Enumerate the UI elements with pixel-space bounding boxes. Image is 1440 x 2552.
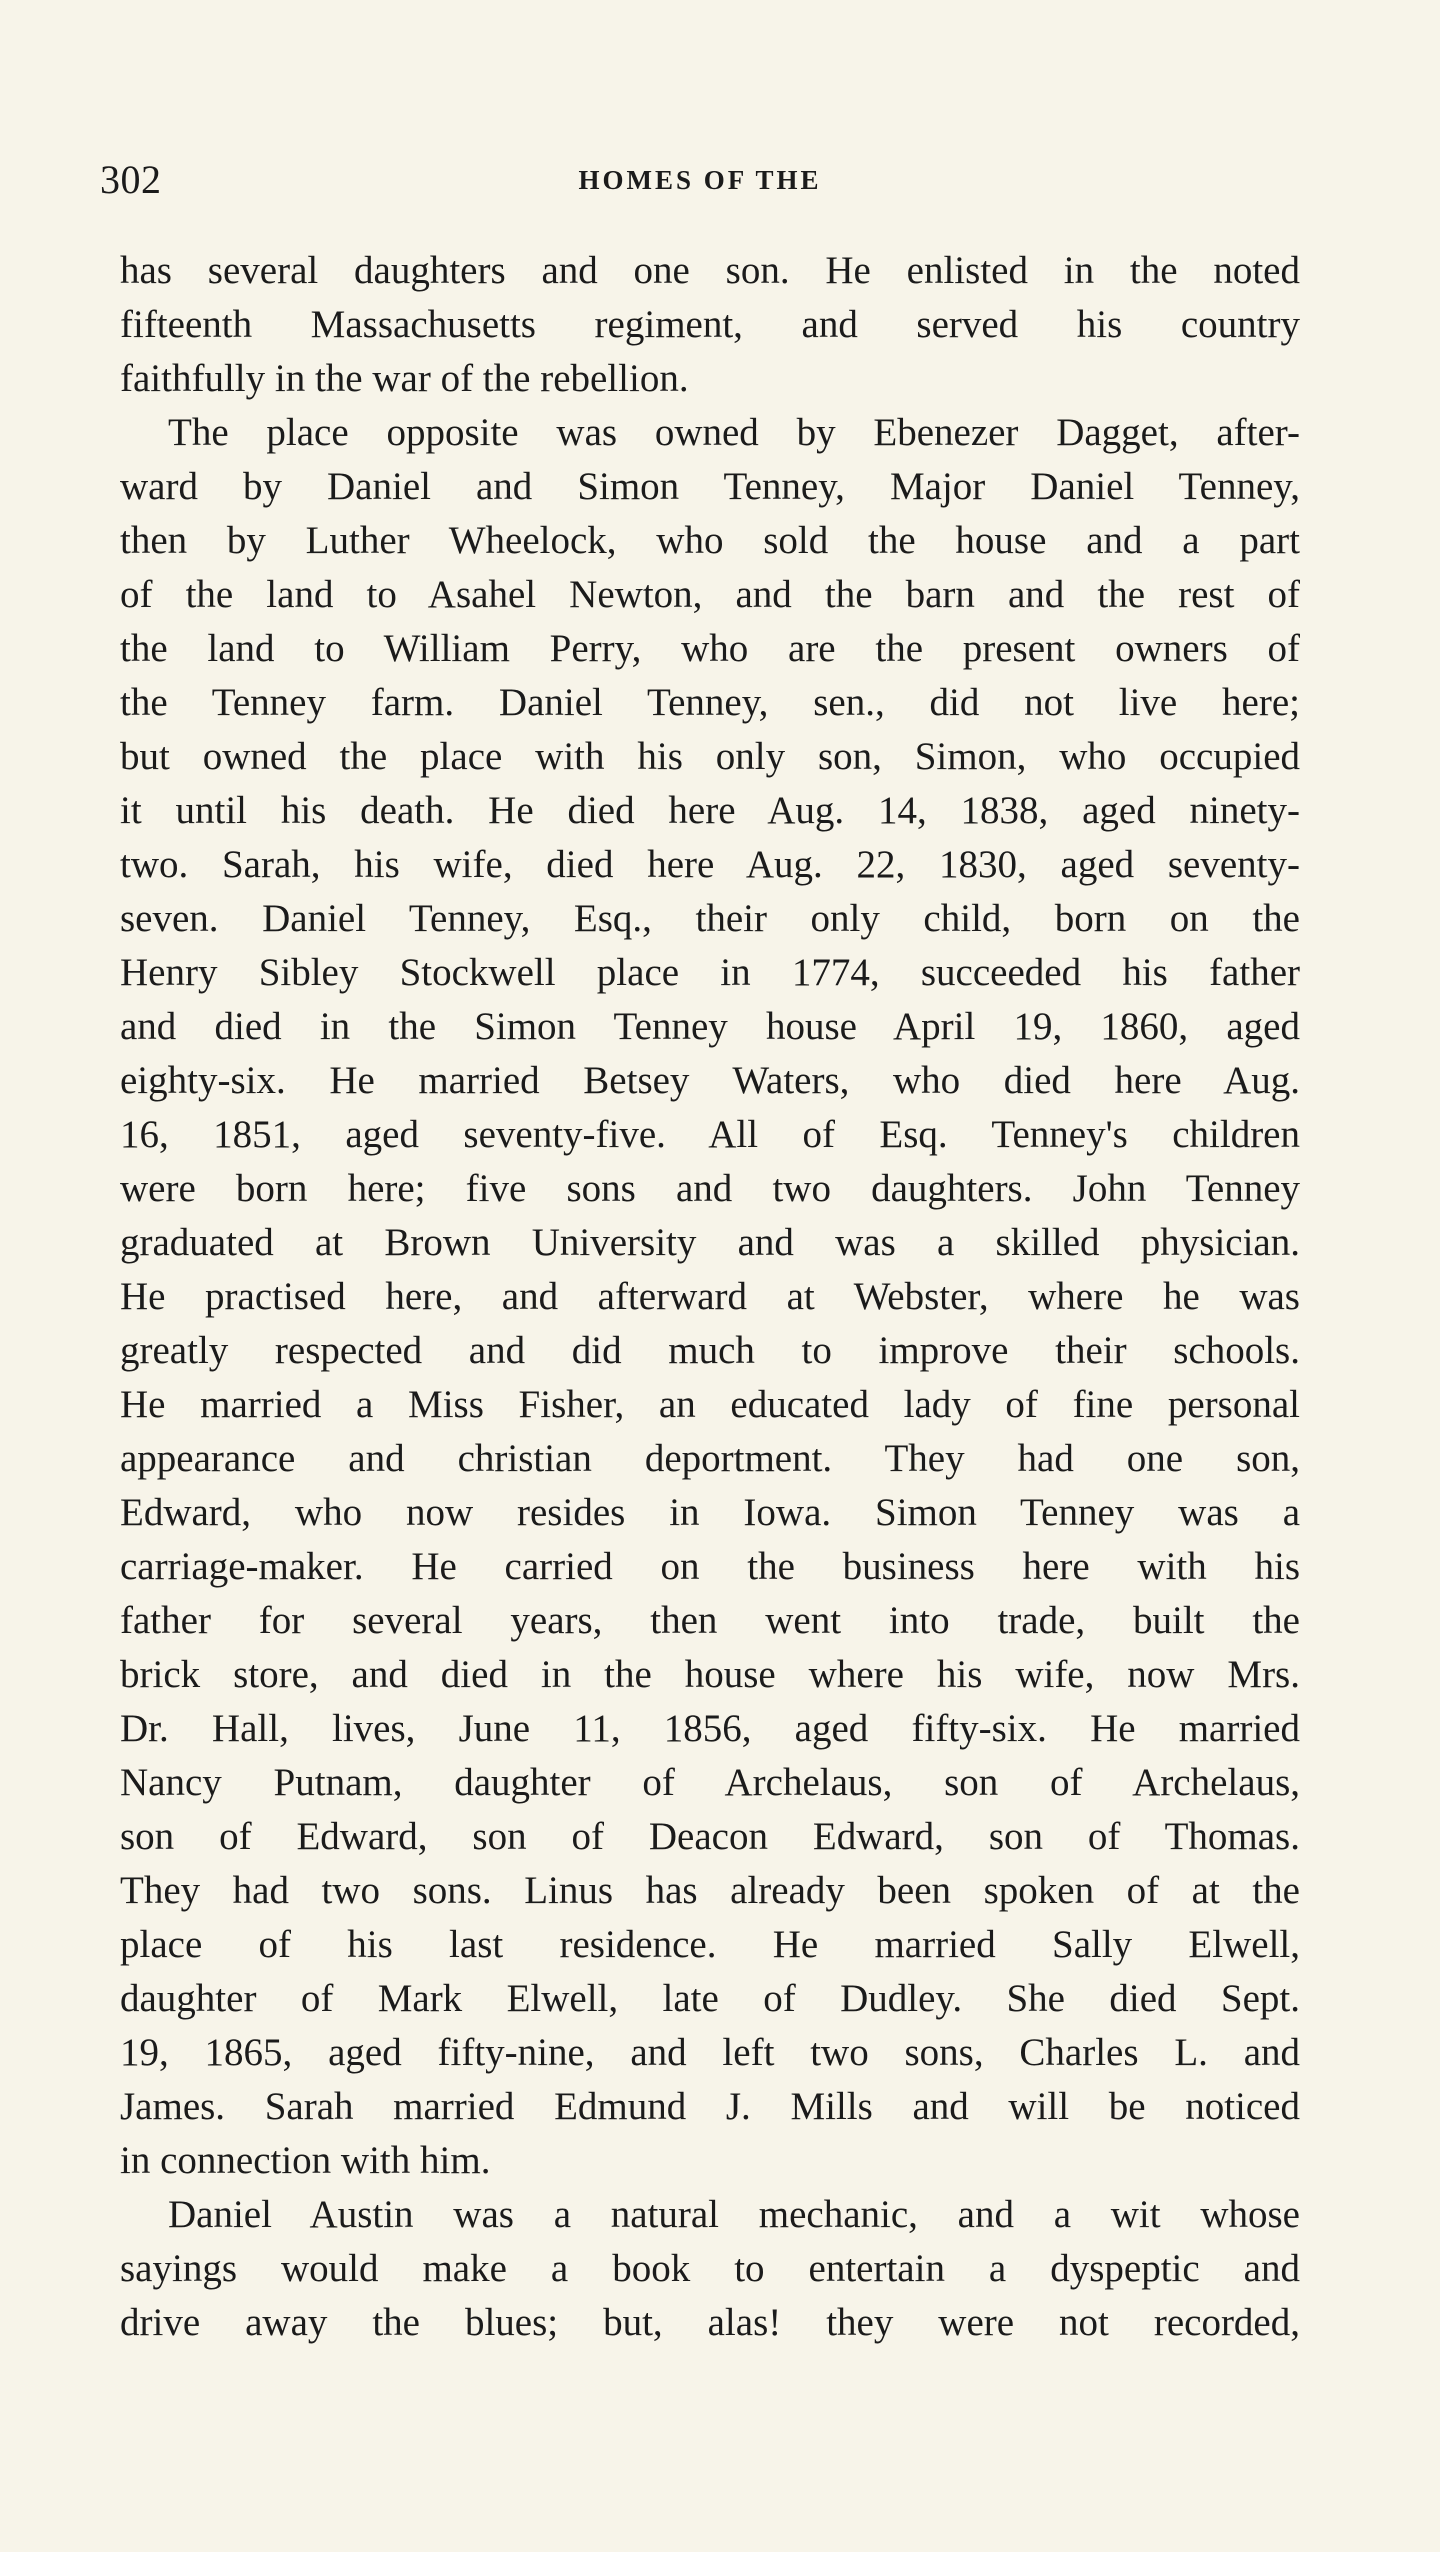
text-line: graduated at Brown University and was a skilled physician. [120,1221,1300,1264]
text-line: then by Luther Wheelock, who sold the house and a part [120,519,1300,562]
text-line: daughter of Mark Elwell, late of Dudley. She died Sept. [120,1977,1300,2020]
text-line: two. Sarah, his wife, died here Aug. 22, 1830, aged seventy- [120,843,1300,886]
running-title: HOMES OF THE [578,165,822,195]
text-line: in connection with him. [120,2139,491,2182]
text-line: ward by Daniel and Simon Tenney, Major Daniel Tenney, [120,465,1300,508]
text-line: the land to William Perry, who are the present owners of [120,627,1300,670]
page-number: 302 [100,157,162,202]
text-line: Henry Sibley Stockwell place in 1774, succeeded his father [120,951,1300,994]
text-line: The place opposite was owned by Ebenezer Dagget, after- [168,411,1300,454]
text-line: has several daughters and one son. He enlisted in the noted [120,249,1300,292]
text-line: carriage-maker. He carried on the business here with his [120,1545,1300,1588]
body-text [120,244,1300,2350]
text-line: seven. Daniel Tenney, Esq., their only child, born on the [120,897,1300,940]
text-line: were born here; five sons and two daughters. John Tenney [120,1167,1300,1210]
text-line: and died in the Simon Tenney house April 19, 1860, aged [120,1005,1300,1048]
running-head [100,150,1260,210]
text-line: sayings would make a book to entertain a dyspeptic and [120,2247,1300,2290]
text-line: eighty-six. He married Betsey Waters, who died here Aug. [120,1059,1300,1102]
text-line: James. Sarah married Edmund J. Mills and will be noticed [120,2085,1300,2128]
text-line: brick store, and died in the house where his wife, now Mrs. [120,1653,1300,1696]
text-line: He married a Miss Fisher, an educated lady of fine personal [120,1383,1300,1426]
text-line: faithfully in the war of the rebellion. [120,357,689,400]
text-line: They had two sons. Linus has already been spoken of at the [120,1869,1300,1912]
text-line: Edward, who now resides in Iowa. Simon Tenney was a [120,1491,1300,1534]
text-line: Nancy Putnam, daughter of Archelaus, son of Archelaus, [120,1761,1300,1804]
text-line: He practised here, and afterward at Webster, where he was [120,1275,1300,1318]
text-line: but owned the place with his only son, Simon, who occupied [120,735,1300,778]
text-line: 16, 1851, aged seventy-five. All of Esq. Tenney's children [120,1113,1300,1156]
text-line: greatly respected and did much to improve their schools. [120,1329,1300,1372]
text-line: Dr. Hall, lives, June 11, 1856, aged fifty-six. He married [120,1707,1300,1750]
text-line: the Tenney farm. Daniel Tenney, sen., did not live here; [120,681,1300,724]
text-line: place of his last residence. He married Sally Elwell, [120,1923,1300,1966]
text-line: fifteenth Massachusetts regiment, and served his country [120,303,1300,346]
text-line: drive away the blues; but, alas! they were not recorded, [120,2301,1300,2344]
text-line: appearance and christian deportment. They had one son, [120,1437,1300,1480]
text-line: son of Edward, son of Deacon Edward, son of Thomas. [120,1815,1300,1858]
text-line: Daniel Austin was a natural mechanic, and a wit whose [168,2193,1300,2236]
text-line: 19, 1865, aged fifty-nine, and left two sons, Charles L. and [120,2031,1300,2074]
text-line: father for several years, then went into trade, built the [120,1599,1300,1642]
text-line: it until his death. He died here Aug. 14, 1838, aged ninety- [120,789,1300,832]
text-line: of the land to Asahel Newton, and the barn and the rest of [120,573,1300,616]
